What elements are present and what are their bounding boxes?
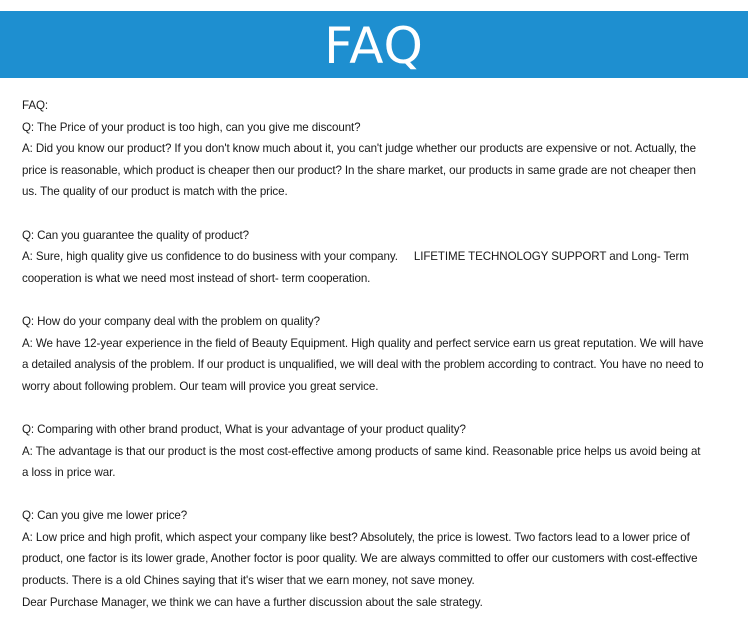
faq-answer-line: a detailed analysis of the problem. If our product is unqualified, we will deal with the problem according to contract. You have no need to (22, 358, 704, 372)
faq-item-advantage (22, 419, 738, 484)
faq-question: Q: The Price of your product is too high, can you give me discount? (22, 120, 361, 134)
faq-content (22, 95, 738, 613)
faq-answer-line: A: We have 12-year experience in the field of Beauty Equipment. High quality and perfect service earn us great reputation. We will have (22, 336, 704, 350)
faq-answer-line: a loss in price war. (22, 466, 116, 480)
faq-question: Q: Can you guarantee the quality of product? (22, 228, 249, 242)
faq-item-lower-price (22, 505, 738, 613)
spacer (22, 397, 738, 419)
faq-heading: FAQ: (22, 99, 49, 112)
faq-answer-text: A: Sure, high quality give us confidence to do business with your company. (22, 250, 398, 264)
faq-question: Q: Can you give me lower price? (22, 509, 188, 523)
banner-title: FAQ (324, 16, 424, 75)
lifetime-support-text: LIFETIME TECHNOLOGY SUPPORT and Long- Term (413, 250, 689, 264)
faq-answer-line: A: Did you know our product? If you don't know much about it, you can't judge whether our products are expensive or not. Actually, the (22, 142, 696, 156)
faq-item-quality-guarantee (22, 225, 738, 290)
spacer (22, 203, 738, 225)
faq-answer-line: worry about following problem. Our team will provice you great service. (22, 379, 379, 393)
faq-item-discount (22, 117, 738, 203)
spacer (22, 289, 738, 311)
faq-answer-line (22, 246, 738, 268)
faq-question: Q: Comparing with other brand product, What is your advantage of your product quality? (22, 422, 466, 436)
faq-question: Q: How do your company deal with the problem on quality? (22, 314, 320, 328)
faq-answer-line: A: Low price and high profit, which aspect your company like best? Absolutely, the price is lowest. Two factors lead to a lower price of (22, 530, 690, 544)
faq-answer-line: products. There is a old Chines saying that it's wiser that we earn money, not save money. (22, 574, 475, 588)
faq-item-quality-problem (22, 311, 738, 397)
faq-answer-line: price is reasonable, which product is cheaper then our product? In the share market, our products in same grade are not cheaper then (22, 163, 696, 177)
faq-answer-line: cooperation is what we need most instead of short- term cooperation. (22, 271, 371, 285)
faq-answer-line: A: The advantage is that our product is the most cost-effective among products of same kind. Reasonable price helps us avoid being at (22, 444, 701, 458)
faq-banner (0, 11, 748, 78)
spacer (22, 484, 738, 506)
faq-answer-line: product, one factor is its lower grade, Another foctor is poor quality. We are always committed to offer our customers with cost-effective (22, 552, 698, 566)
faq-closing-line: Dear Purchase Manager, we think we can have a further discussion about the sale strategy. (22, 595, 483, 609)
faq-answer-line: us. The quality of our product is match with the price. (22, 185, 288, 199)
